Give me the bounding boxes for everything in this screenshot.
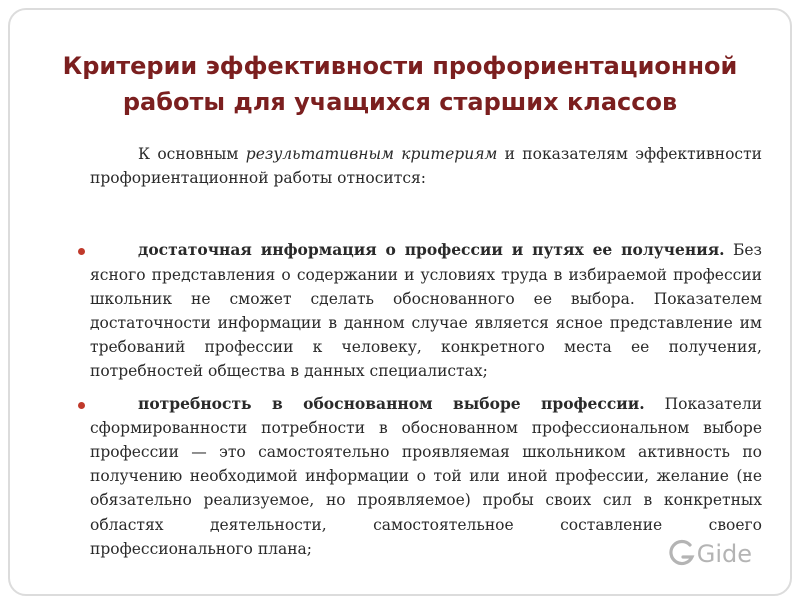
slide-title	[30, 48, 770, 120]
intro-emphasis: результативным критериям	[245, 145, 498, 163]
bullet-lead: достаточная информация о профессии и путях ее получения.	[138, 240, 725, 260]
title-line-2: работы для учащихся старших классов	[122, 88, 678, 116]
title-line-1: Критерии эффективности профориентационной	[62, 52, 738, 80]
bullet-item-need	[90, 392, 762, 561]
watermark-g-icon	[669, 539, 695, 569]
intro-text-start: К основным	[138, 145, 246, 163]
slide-frame	[8, 8, 792, 596]
bullet-text: Без ясного представления о содержании и условиях труда в избираемой профессии школьник не сможет сделать обоснованного ее выбора. Показателем достаточности информации в данном случае является ясное представление им требований профессии к человеку, конкретного места ее получения, потребностей общества в данных специалистах;	[90, 241, 762, 381]
bullet-text: Показатели сформированности потребности в обоснованном профессиональном выборе профессии — это самостоятельно проявляемая школьником активность по получению необходимой информации о той или иной профессии, желание (не обязательно реализуемое, но проявляемое) пробы своих сил в конкретных областях деятельности, самостоятельное составление своего профессионального плана;	[90, 394, 762, 558]
slide-body	[90, 142, 762, 561]
intro-text-end: и показателям эффективности профориентационной работы относится:	[90, 145, 762, 188]
watermark-logo	[669, 539, 752, 569]
watermark-text: Gide	[696, 540, 752, 568]
bullet-lead: потребность в обоснованном выборе профессии.	[138, 393, 645, 413]
bullet-dot-icon	[78, 402, 85, 409]
bullet-dot-icon	[78, 248, 85, 255]
bullet-item-information	[90, 238, 762, 383]
intro-paragraph	[90, 142, 762, 190]
